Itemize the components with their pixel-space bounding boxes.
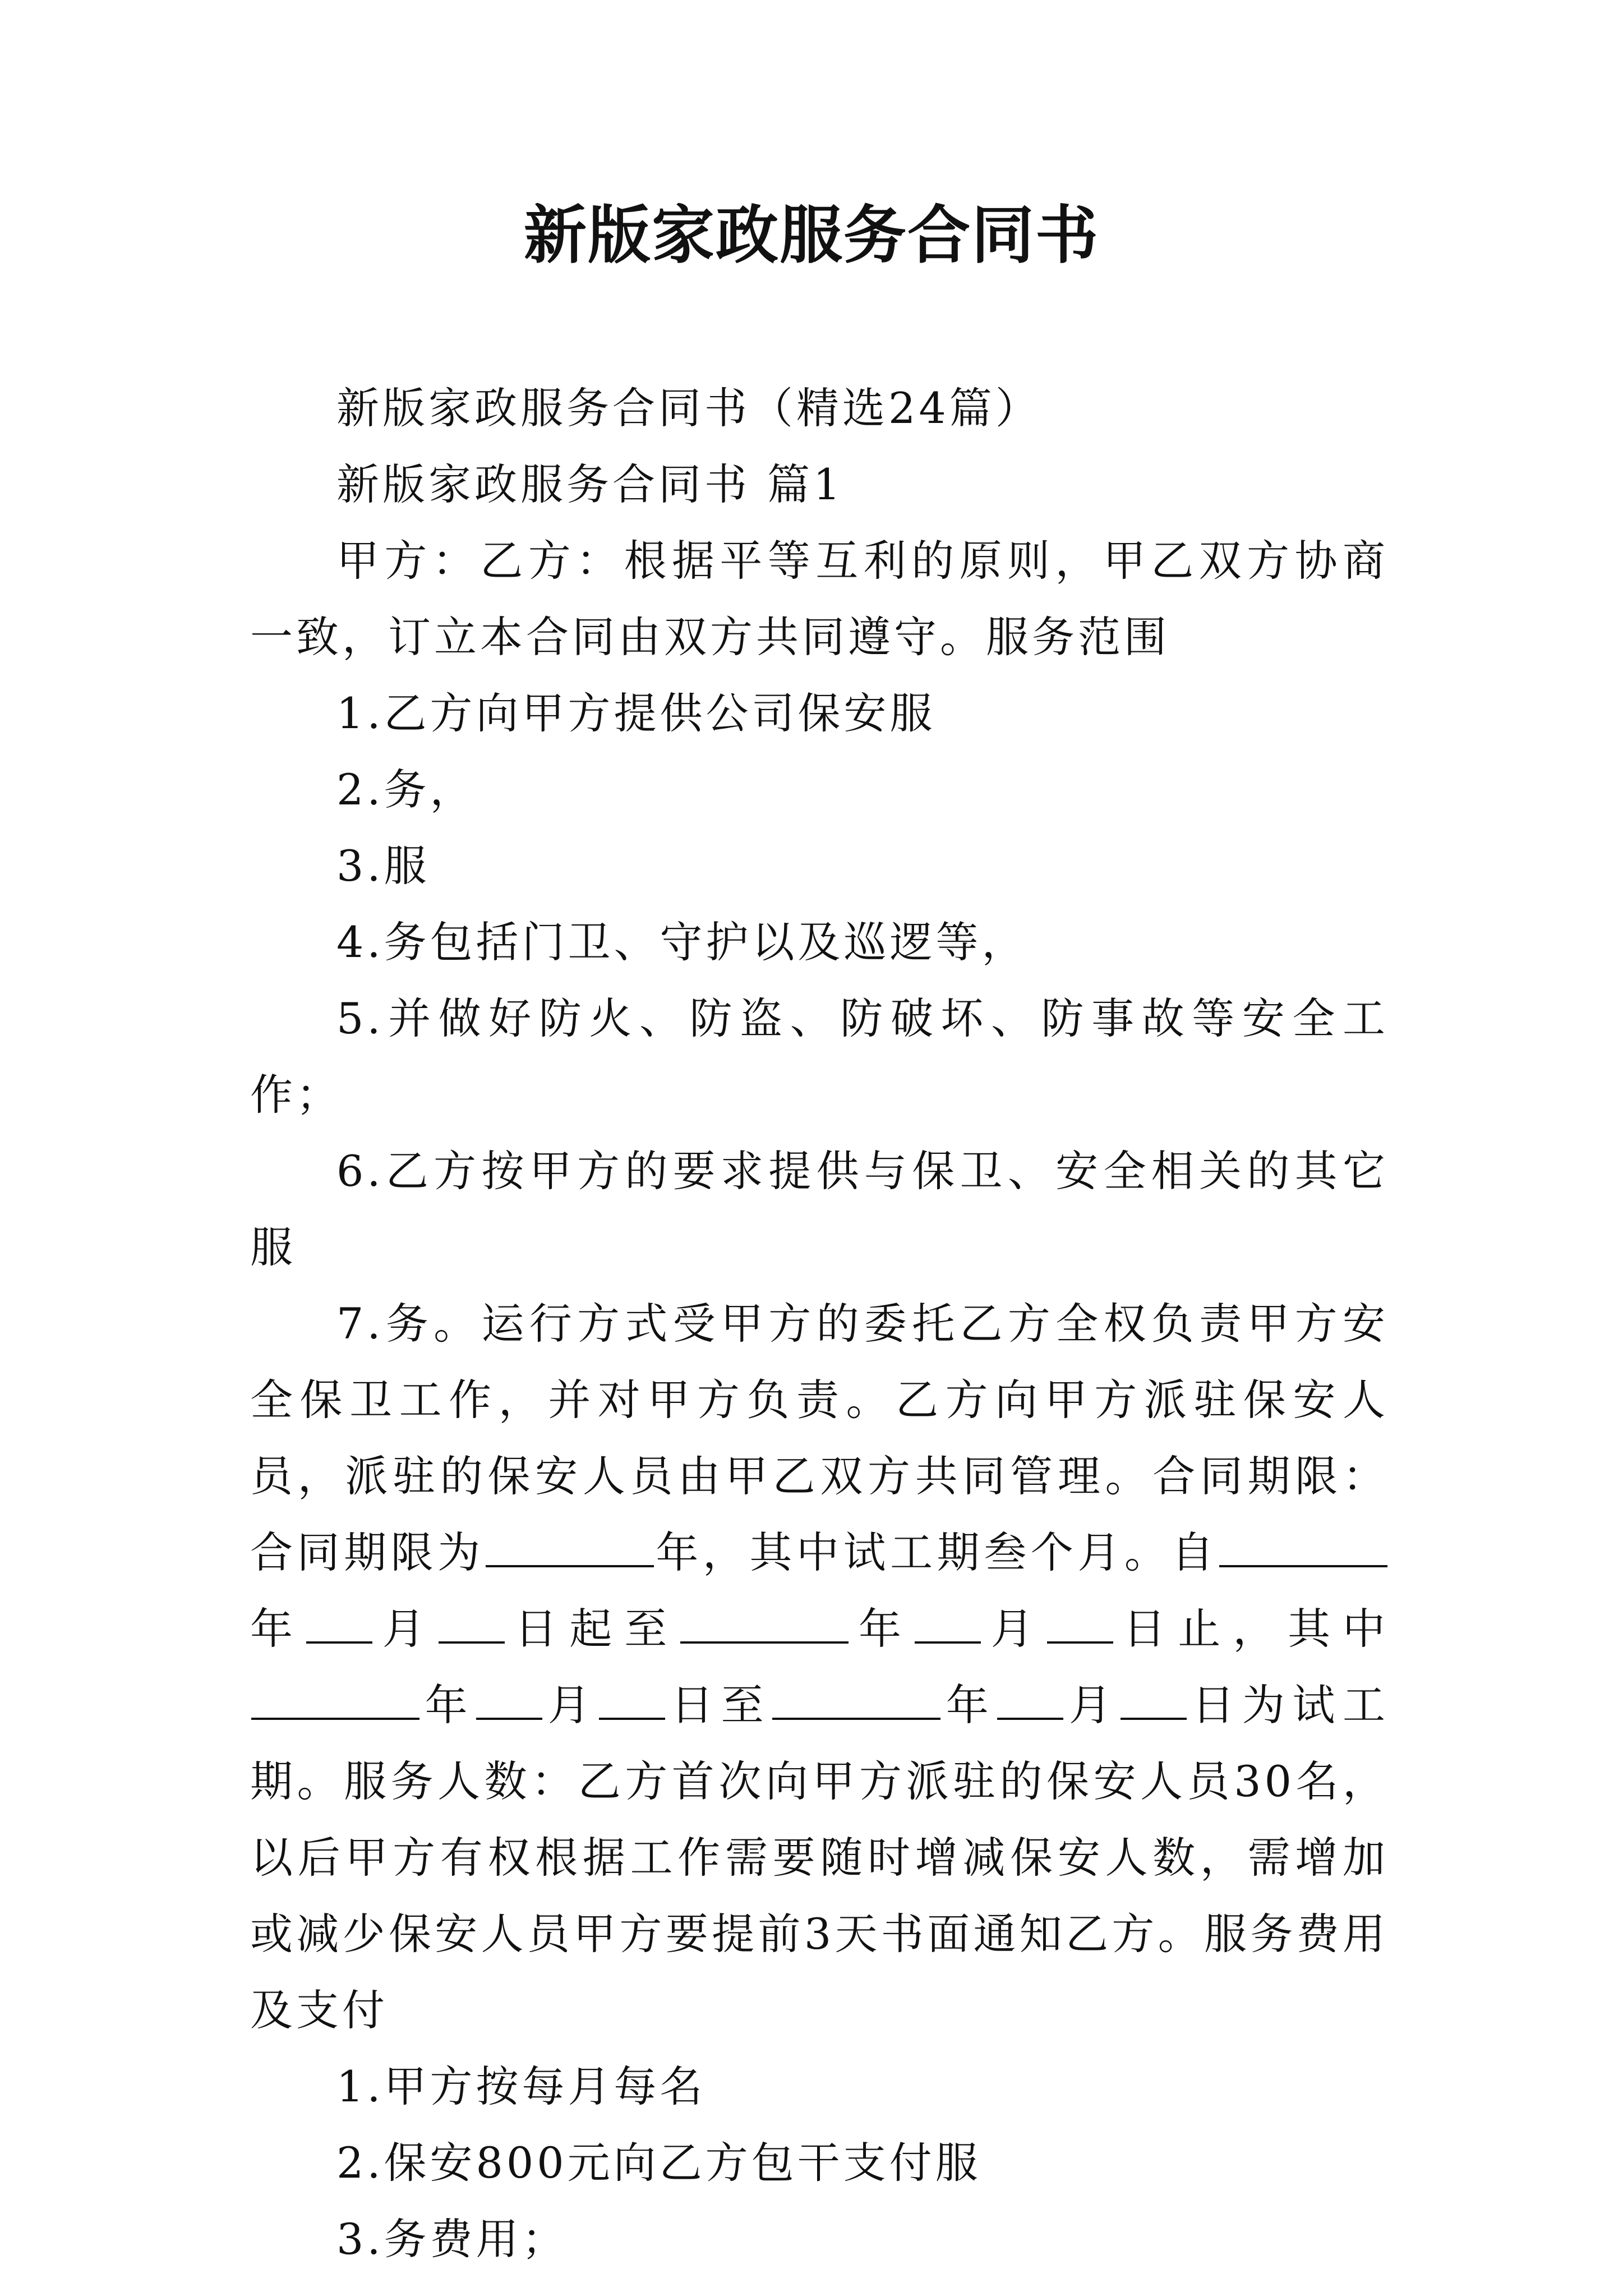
paragraph-item-5: 5.并做好防火、防盗、防破坏、防事故等安全工作； [250,993,1389,1120]
para7-text-10: 月 [543,1680,598,1730]
fill-blank [1121,1675,1187,1720]
para7-text-8: 日止，其中 [1114,1604,1389,1654]
fill-blank [772,1675,940,1720]
fill-blank [306,1599,372,1644]
para7-text-11: 日至 [666,1680,772,1730]
fill-blank [251,1675,419,1720]
paragraph-section-heading: 新版家政服务合同书 篇1 [336,459,844,509]
para7-text-2: 年，其中试工期叁个月。自 [654,1527,1219,1577]
document-title: 新版家政服务合同书 [524,199,1099,272]
para7-text-5: 日起至 [505,1604,680,1654]
paragraph-item-4: 4.务包括门卫、守护以及巡逻等， [336,917,1028,967]
para7-text-12: 年 [942,1680,997,1730]
document-body [250,370,1389,2277]
fill-blank [1047,1599,1113,1644]
paragraph-parties: 甲方：乙方：根据平等互利的原则，甲乙双方协商一致，订立本合同由双方共同遵守。服务范围 [250,536,1389,662]
fill-blank [915,1599,981,1644]
fill-blank [476,1675,542,1720]
paragraph-fee-1: 1.甲方按每月每名 [336,2062,706,2111]
paragraph-item-1: 1.乙方向甲方提供公司保安服 [336,688,936,738]
paragraph-fee-3: 3.务费用； [336,2214,568,2264]
paragraph-item-2: 2.务， [336,765,476,815]
para7-text-4: 月 [373,1604,437,1654]
paragraph-item-7 [250,1286,1389,2049]
para7-text-6: 年 [850,1604,914,1654]
paragraph-item-3: 3.服 [336,841,430,891]
fill-blank [680,1599,849,1644]
fill-blank [997,1675,1063,1720]
para7-text-9: 年 [421,1680,476,1730]
paragraph-item-6: 6.乙方按甲方的要求提供与保卫、安全相关的其它服 [250,1146,1389,1272]
para7-text-14: 日为试工期。服务人数：乙方首次向甲方派驻的保安人员30名，以后甲方有权根据工作需要随时增减保安人数，需增加或减少保安人员甲方要提前3天书面通知乙方。服务费用及支付 [250,1680,1389,2035]
fill-blank [599,1675,665,1720]
para7-text-3: 年 [250,1604,305,1654]
paragraph-fee-2: 2.保安800元向乙方包干支付服 [336,2138,981,2188]
para7-text-7: 月 [981,1604,1046,1654]
para7-text-13: 月 [1064,1680,1119,1730]
paragraph-subtitle: 新版家政服务合同书（精选24篇） [336,383,1041,433]
fill-blank [486,1522,654,1567]
fill-blank [439,1599,505,1644]
para7-text-1: 7.务。运行方式受甲方的委托乙方全权负责甲方安全保卫工作，并对甲方负责。乙方向甲方派驻保安人员，派驻的保安人员由甲乙双方共同管理。合同期限：合同期限为 [250,1299,1389,1577]
fill-blank [1219,1522,1387,1567]
